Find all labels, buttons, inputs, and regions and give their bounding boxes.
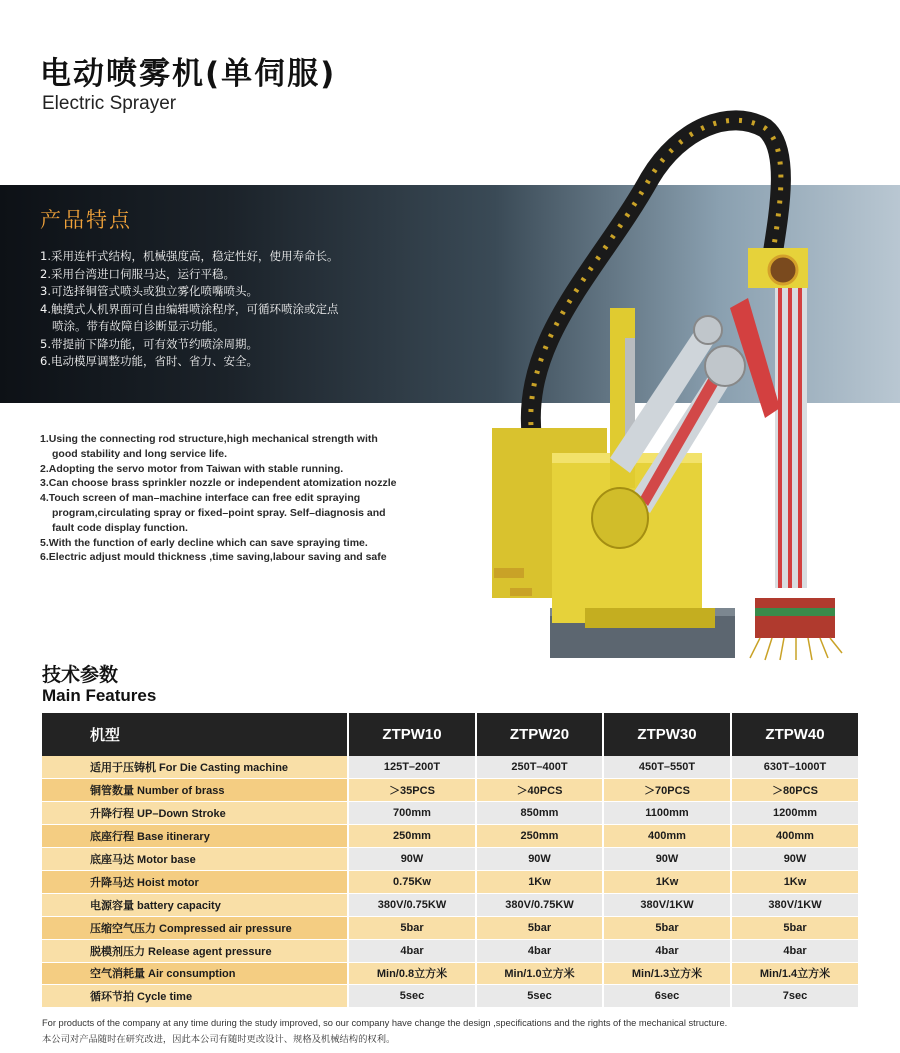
table-cell: 250mm xyxy=(476,825,603,848)
feature-item-cn: 1.采用连杆式结构，机械强度高，稳定性好，使用寿命长。 xyxy=(40,249,339,263)
table-cell: Min/1.4立方米 xyxy=(731,962,858,985)
table-cell: 380V/0.75KW xyxy=(476,893,603,916)
header-cell-ztpw10: ZTPW10 xyxy=(348,713,476,756)
feature-item-cn: 3.可选择铜管式喷头或独立雾化喷嘴喷头。 xyxy=(40,284,258,298)
table-cell: 1Kw xyxy=(603,870,731,893)
table-row xyxy=(42,779,858,802)
row-label: 升降马达 Hoist motor xyxy=(42,870,348,893)
row-label: 底座马达 Motor base xyxy=(42,848,348,871)
table-cell: 4bar xyxy=(476,939,603,962)
table-cell: 90W xyxy=(348,848,476,871)
table-cell: 850mm xyxy=(476,802,603,825)
table-cell: 450T–550T xyxy=(603,756,731,779)
row-label: 循环节拍 Cycle time xyxy=(42,985,348,1008)
table-row xyxy=(42,962,858,985)
feature-item-cn: 6.电动模厚调整功能，省时、省力、安全。 xyxy=(40,354,258,368)
header-cell-model: 机型 xyxy=(42,713,348,756)
table-cell: 5sec xyxy=(476,985,603,1008)
table-row xyxy=(42,985,858,1008)
feature-item-en: 5.With the function of early decline which can save spraying time. xyxy=(40,536,368,549)
feature-item-en: 2.Adopting the servo motor from Taiwan with stable running. xyxy=(40,462,344,475)
feature-item-en: 3.Can choose brass sprinkler nozzle or independent atomization nozzle xyxy=(40,477,397,490)
table-cell: 380V/1KW xyxy=(731,893,858,916)
row-label: 适用于压铸机 For Die Casting machine xyxy=(42,756,348,779)
page-title-cn: 电动喷雾机(单伺服) xyxy=(40,56,337,92)
features-list-cn xyxy=(40,248,460,371)
table-cell: 400mm xyxy=(731,825,858,848)
table-row xyxy=(42,870,858,893)
table-cell: 5bar xyxy=(476,916,603,939)
table-cell: 90W xyxy=(731,848,858,871)
features-list-en xyxy=(40,432,440,565)
table-row xyxy=(42,848,858,871)
feature-item-en: 4.Touch screen of man–machine interface can free edit spraying xyxy=(40,492,361,505)
row-label: 底座行程 Base itinerary xyxy=(42,825,348,848)
table-cell: 4bar xyxy=(348,939,476,962)
footer-note-en: For products of the company at any time during the study improved, so our company have change the design ,specifications and the rights of the mechanical structure. xyxy=(42,1018,728,1028)
row-label: 压缩空气压力 Compressed air pressure xyxy=(42,916,348,939)
table-row xyxy=(42,825,858,848)
table-cell: ＞35PCS xyxy=(348,779,476,802)
page-title-en: Electric Sprayer xyxy=(42,93,177,114)
table-cell: ＞80PCS xyxy=(731,779,858,802)
feature-item-cn: 4.触摸式人机界面可自由编辑喷涂程序，可循环喷涂或定点 xyxy=(40,301,339,316)
table-cell: 400mm xyxy=(603,825,731,848)
table-cell: 90W xyxy=(603,848,731,871)
table-cell: 6sec xyxy=(603,985,731,1008)
feature-item-en: good stability and long service life. xyxy=(52,447,228,460)
table-cell: ＞70PCS xyxy=(603,779,731,802)
table-cell: 1200mm xyxy=(731,802,858,825)
feature-item-cn: 2.采用台湾进口伺服马达，运行平稳。 xyxy=(40,266,235,281)
specs-title-en: Main Features xyxy=(42,686,157,705)
table-cell: ＞40PCS xyxy=(476,779,603,802)
table-row xyxy=(42,893,858,916)
row-label: 升降行程 UP–Down Stroke xyxy=(42,802,348,825)
table-row xyxy=(42,756,858,779)
table-cell: 0.75Kw xyxy=(348,870,476,893)
table-cell: 250T–400T xyxy=(476,756,603,779)
table-cell: 5bar xyxy=(731,916,858,939)
table-cell: 7sec xyxy=(731,985,858,1008)
table-cell: 380V/1KW xyxy=(603,893,731,916)
table-cell: Min/0.8立方米 xyxy=(348,962,476,985)
specs-table xyxy=(42,713,858,1008)
table-cell: 1Kw xyxy=(731,870,858,893)
table-cell: 125T–200T xyxy=(348,756,476,779)
row-label: 电源容量 battery capacity xyxy=(42,893,348,916)
feature-item-en: 6.Electric adjust mould thickness ,time saving,labour saving and safe xyxy=(40,551,387,564)
table-cell: Min/1.3立方米 xyxy=(603,962,731,985)
table-cell: 5bar xyxy=(348,916,476,939)
table-cell: 90W xyxy=(476,848,603,871)
table-row xyxy=(42,939,858,962)
header-cell-ztpw20: ZTPW20 xyxy=(476,713,603,756)
header-cell-ztpw30: ZTPW30 xyxy=(603,713,731,756)
feature-item-en: fault code display function. xyxy=(52,521,188,534)
table-row xyxy=(42,916,858,939)
table-header-row xyxy=(42,713,858,756)
table-cell: 4bar xyxy=(603,939,731,962)
specs-title-cn: 技术参数 xyxy=(42,664,119,686)
feature-item-en: 1.Using the connecting rod structure,high mechanical strength with xyxy=(40,433,378,445)
table-cell: 1100mm xyxy=(603,802,731,825)
row-label: 铜管数量 Number of brass xyxy=(42,779,348,802)
table-cell: 250mm xyxy=(348,825,476,848)
feature-item-cn: 5.带提前下降功能，可有效节约喷涂周期。 xyxy=(40,336,258,351)
feature-item-en: program,circulating spray or fixed–point spray. Self–diagnosis and xyxy=(52,506,386,519)
table-cell: 1Kw xyxy=(476,870,603,893)
feature-item-cn: 喷涂。带有故障自诊断显示功能。 xyxy=(52,319,225,333)
table-cell: 700mm xyxy=(348,802,476,825)
table-cell: 5sec xyxy=(348,985,476,1008)
footer-note-cn: 本公司对产品随时在研究改进，因此本公司有随时更改设计、规格及机械结构的权利。 xyxy=(42,1034,396,1045)
features-title-cn: 产品特点 xyxy=(40,208,132,232)
table-cell: 4bar xyxy=(731,939,858,962)
table-cell: Min/1.0立方米 xyxy=(476,962,603,985)
table-cell: 630T–1000T xyxy=(731,756,858,779)
row-label: 脱模剂压力 Release agent pressure xyxy=(42,939,348,962)
header-cell-ztpw40: ZTPW40 xyxy=(731,713,858,756)
row-label: 空气消耗量 Air consumption xyxy=(42,962,348,985)
table-row xyxy=(42,802,858,825)
table-cell: 380V/0.75KW xyxy=(348,893,476,916)
table-cell: 5bar xyxy=(603,916,731,939)
sprayer-machine-image xyxy=(480,108,855,668)
